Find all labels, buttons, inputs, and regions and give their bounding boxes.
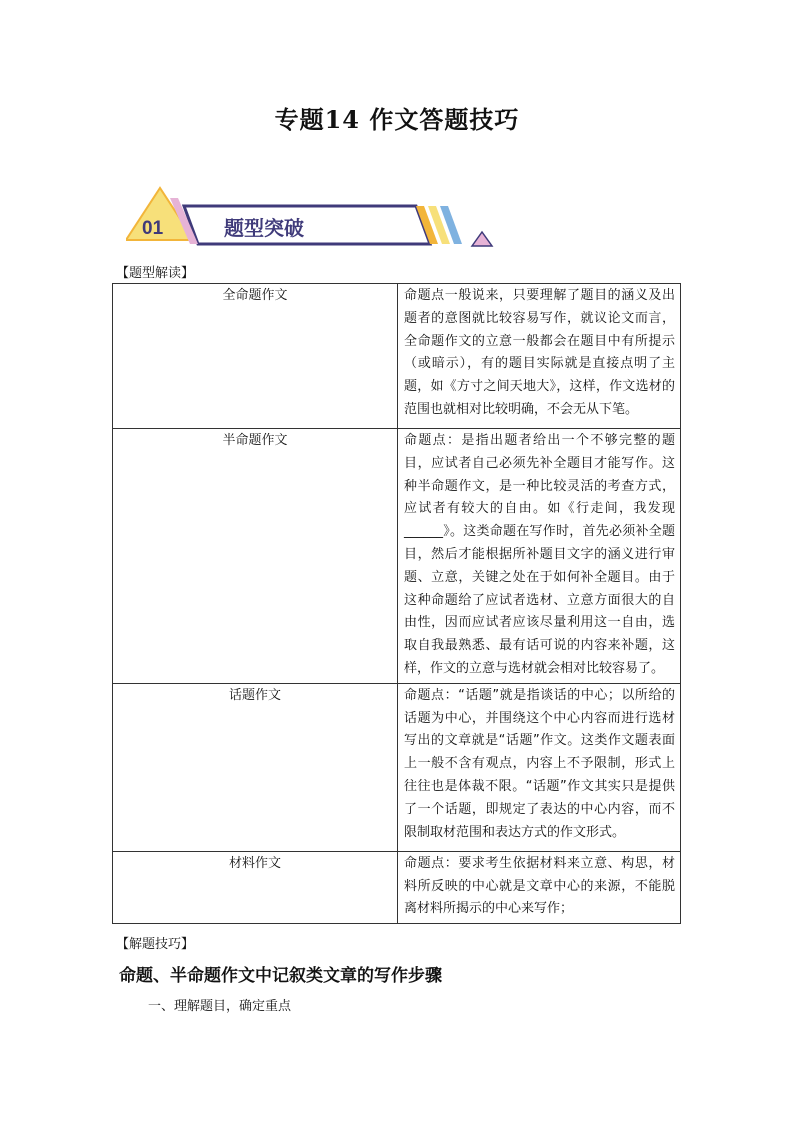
table-row xyxy=(113,284,681,429)
techniques-heading: 命题、半命题作文中记叙类文章的写作步骤 xyxy=(119,966,442,986)
question-type-cell: 半命题作文 xyxy=(113,429,398,684)
banner-small-triangle xyxy=(472,232,492,246)
techniques-label: 【解题技巧】 xyxy=(116,937,195,952)
table-row xyxy=(113,429,681,684)
question-type-cell: 全命题作文 xyxy=(113,284,398,429)
question-type-table xyxy=(112,283,681,924)
section-banner xyxy=(126,184,498,250)
banner-title: 题型突破 xyxy=(224,216,304,240)
banner-number: 01 xyxy=(142,218,164,239)
banner-ribbon-outline xyxy=(184,206,430,244)
question-description-cell: 命题点：是指出题者给出一个不够完整的题目，应试者自己必须先补全题目才能写作。这种半命题作文，是一种比较灵活的考查方式，应试者有较大的自由。如《行走间，我发现______》。这类命题在写作时，首先必须补全题目，然后才能根据所补题目文字的涵义进行审题、立意，关键之处在于如何补全题目。由于这种命题给了应试者选材、立意方面很大的自由性，因而应试者应该尽量利用这一自由，选取自我最熟悉、最有话可说的内容来补题，这样，作文的立意与选材就会相对比较容易了。 xyxy=(398,429,681,684)
question-type-cell: 材料作文 xyxy=(113,851,398,923)
technique-step-1: 一、理解题目，确定重点 xyxy=(148,999,292,1014)
table-row xyxy=(113,683,681,851)
question-description-cell: 命题点：“话题”就是指谈话的中心；以所给的话题为中心，并围绕这个中心内容而进行选材写出的文章就是“话题”作文。这类作文题表面上一般不含有观点，内容上不予限制，形式上往往也是体裁不限。“话题”作文其实只是提供了一个话题，即规定了表达的中心内容，而不限制取材范围和表达方式的作文形式。 xyxy=(398,683,681,851)
table-row xyxy=(113,851,681,923)
document-title: 专题14 作文答题技巧 xyxy=(274,105,520,134)
question-types-label: 【题型解读】 xyxy=(116,266,195,281)
question-type-cell: 话题作文 xyxy=(113,683,398,851)
question-description-cell: 命题点一般说来，只要理解了题目的涵义及出题者的意图就比较容易写作，就议论文而言，全命题作文的立意一般都会在题目中有所提示（或暗示），有的题目实际就是直接点明了主题，如《方寸之间天地大》，这样，作文选材的范围也就相对比较明确，不会无从下笔。 xyxy=(398,284,681,429)
question-description-cell: 命题点：要求考生依据材料来立意、构思，材料所反映的中心就是文章中心的来源，不能脱离材料所揭示的中心来写作； xyxy=(398,851,681,923)
